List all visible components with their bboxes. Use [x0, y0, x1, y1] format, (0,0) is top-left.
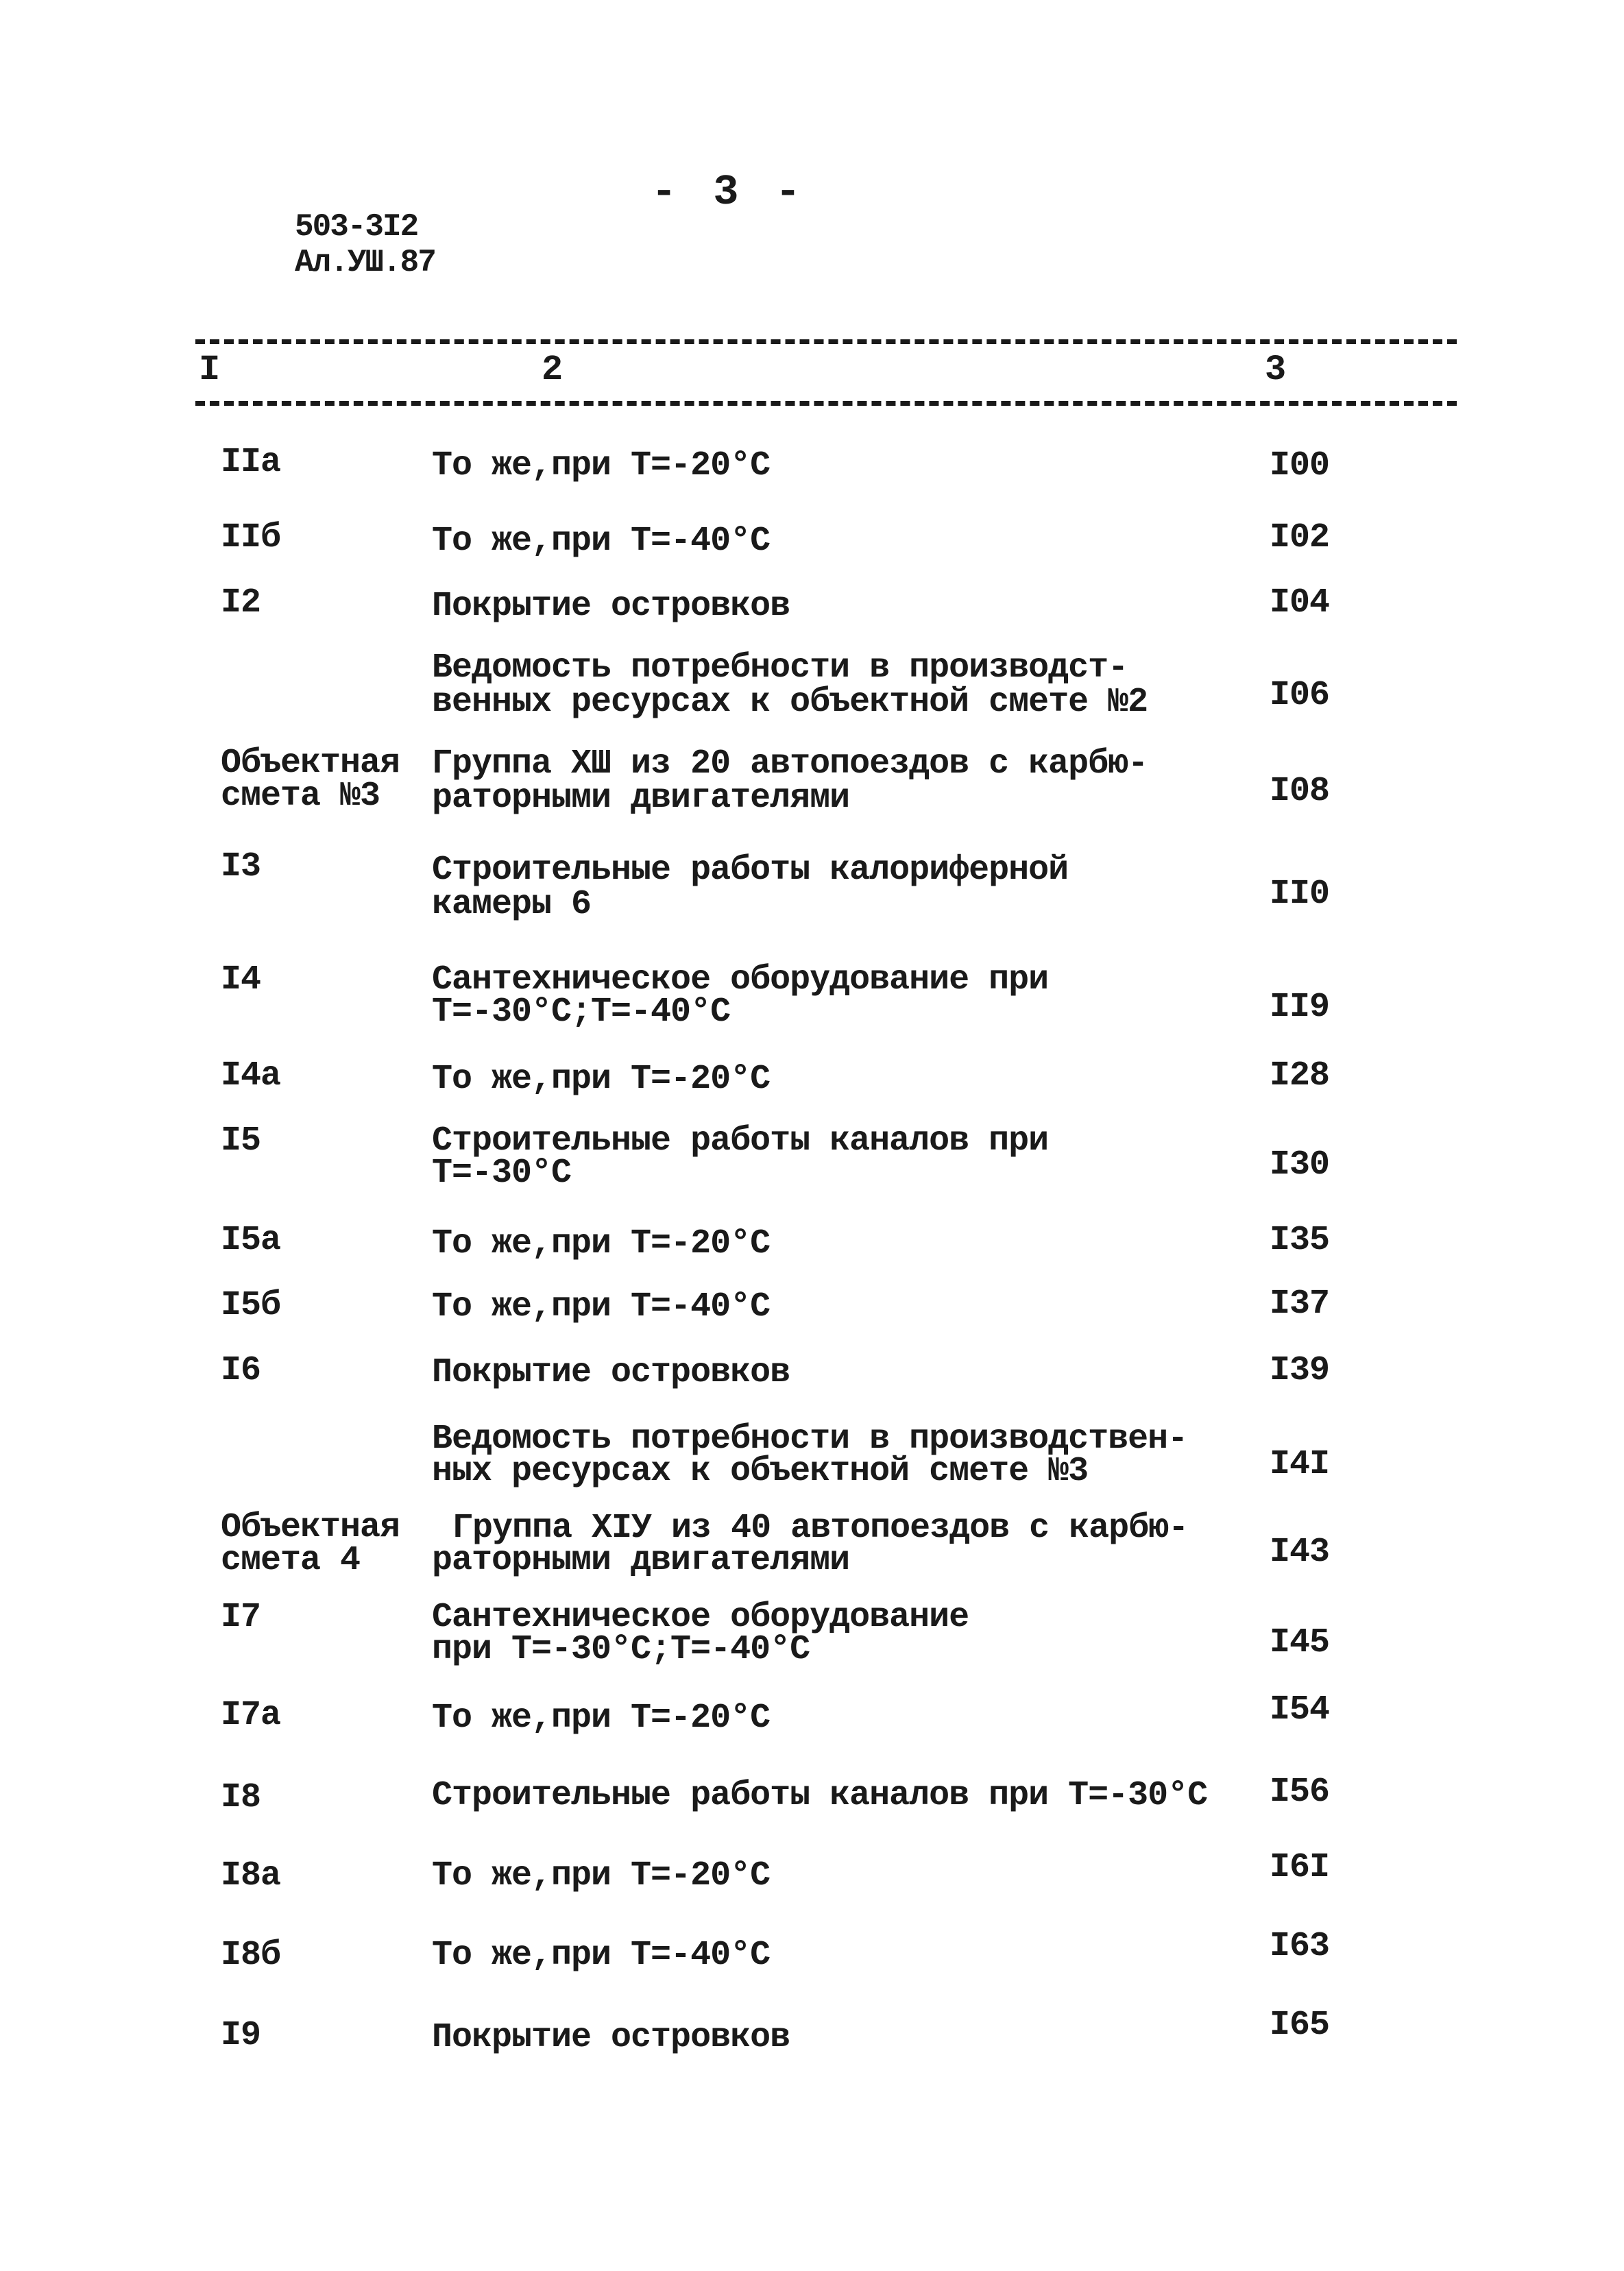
column-header-3: 3 — [1265, 350, 1287, 390]
row-page: I02 — [1270, 518, 1330, 557]
row-description: То же,при Т=-20°С — [432, 1224, 771, 1263]
row-description-line-1: Ведомость потребности в производствен- — [432, 1420, 1188, 1459]
row-page: I43 — [1270, 1533, 1330, 1572]
row-description-line-2: камеры 6 — [432, 885, 592, 924]
row-description-line-1: Сантехническое оборудование при — [432, 960, 1049, 999]
row-description-line-2: при Т=-30°С;Т=-40°С — [432, 1630, 810, 1669]
row-page: I35 — [1270, 1221, 1330, 1260]
row-page: I30 — [1270, 1145, 1330, 1185]
row-page: II0 — [1270, 875, 1330, 914]
row-number: I6 — [221, 1351, 261, 1390]
row-page: I4I — [1270, 1445, 1330, 1484]
row-description-line-2: венных ресурсах к объектной смете №2 — [432, 683, 1148, 722]
header-rule-top — [195, 339, 1457, 344]
row-description: То же,при Т=-20°С — [432, 1699, 771, 1738]
row-number: I3 — [221, 847, 261, 886]
row-description-line-2: Т=-30°С;Т=-40°С — [432, 993, 731, 1032]
page-number: - 3 - — [651, 168, 807, 217]
row-number: Объектная смета №3 — [221, 744, 400, 816]
row-page: I65 — [1270, 2006, 1330, 2045]
document-code-line-1: 503-3I2 — [295, 209, 418, 245]
row-description-line-2: ных ресурсах к объектной смете №3 — [432, 1452, 1089, 1491]
row-description-line-1: Ведомость потребности в производст- — [432, 648, 1128, 688]
row-description-line-1: Сантехническое оборудование — [432, 1598, 969, 1637]
document-code — [295, 209, 435, 280]
row-description: То же,при Т=-40°С — [432, 1287, 771, 1326]
row-number: I8 — [221, 1778, 261, 1817]
row-page: I63 — [1270, 1927, 1330, 1966]
row-page: I54 — [1270, 1690, 1330, 1729]
row-page: I06 — [1270, 676, 1330, 715]
row-number: IIб — [221, 518, 281, 557]
row-description-line-2: раторными двигателями — [432, 1541, 850, 1580]
row-number: I7a — [221, 1696, 281, 1735]
row-description: Строительные работы каналов при Т=-30°С — [432, 1776, 1208, 1815]
row-page: I37 — [1270, 1285, 1330, 1324]
row-description-line-1: Группа XШ из 20 автопоездов с карбю- — [432, 744, 1148, 784]
column-header-2: 2 — [542, 350, 563, 390]
row-number: I9 — [221, 2016, 261, 2055]
row-description: То же,при Т=-20°С — [432, 1856, 771, 1895]
row-number: IIa — [221, 443, 281, 482]
row-page: I45 — [1270, 1623, 1330, 1662]
row-number: Объектная смета 4 — [221, 1508, 400, 1580]
row-description: Покрытие островков — [432, 587, 790, 626]
row-description-line-1: Строительные работы калориферной — [432, 851, 1069, 890]
row-number: I7 — [221, 1598, 261, 1637]
row-number: I2 — [221, 583, 261, 622]
row-description: Покрытие островков — [432, 1353, 790, 1392]
row-description-line-2: Т=-30°С — [432, 1154, 572, 1193]
row-page: II9 — [1270, 988, 1330, 1027]
row-number: I4a — [221, 1056, 281, 1095]
row-description-line-2: раторными двигателями — [432, 779, 850, 818]
row-number: I8a — [221, 1856, 281, 1895]
row-number: I5a — [221, 1221, 281, 1260]
row-page: I08 — [1270, 772, 1330, 811]
row-description: То же,при Т=-40°С — [432, 1936, 771, 1975]
row-page: I28 — [1270, 1056, 1330, 1095]
row-description: Покрытие островков — [432, 2018, 790, 2057]
column-header-1: I — [199, 350, 221, 390]
row-description-line-1: Строительные работы каналов при — [432, 1121, 1049, 1161]
row-page: I04 — [1270, 583, 1330, 622]
row-description: То же,при Т=-20°С — [432, 446, 771, 485]
row-description-line-1: Группа XIУ из 40 автопоездов с карбю- — [452, 1509, 1189, 1548]
row-description: То же,при Т=-20°С — [432, 1060, 771, 1099]
row-number: I5б — [221, 1286, 281, 1325]
row-number: I5 — [221, 1121, 261, 1161]
row-number: I8б — [221, 1936, 281, 1975]
row-page: I39 — [1270, 1351, 1330, 1390]
row-description: То же,при Т=-40°С — [432, 522, 771, 561]
row-number: I4 — [221, 960, 261, 999]
row-page: I6I — [1270, 1848, 1330, 1887]
document-code-line-2: Ал.УШ.87 — [295, 245, 435, 280]
row-page: I56 — [1270, 1773, 1330, 1812]
header-rule-bottom — [195, 401, 1457, 406]
row-page: I00 — [1270, 446, 1330, 485]
